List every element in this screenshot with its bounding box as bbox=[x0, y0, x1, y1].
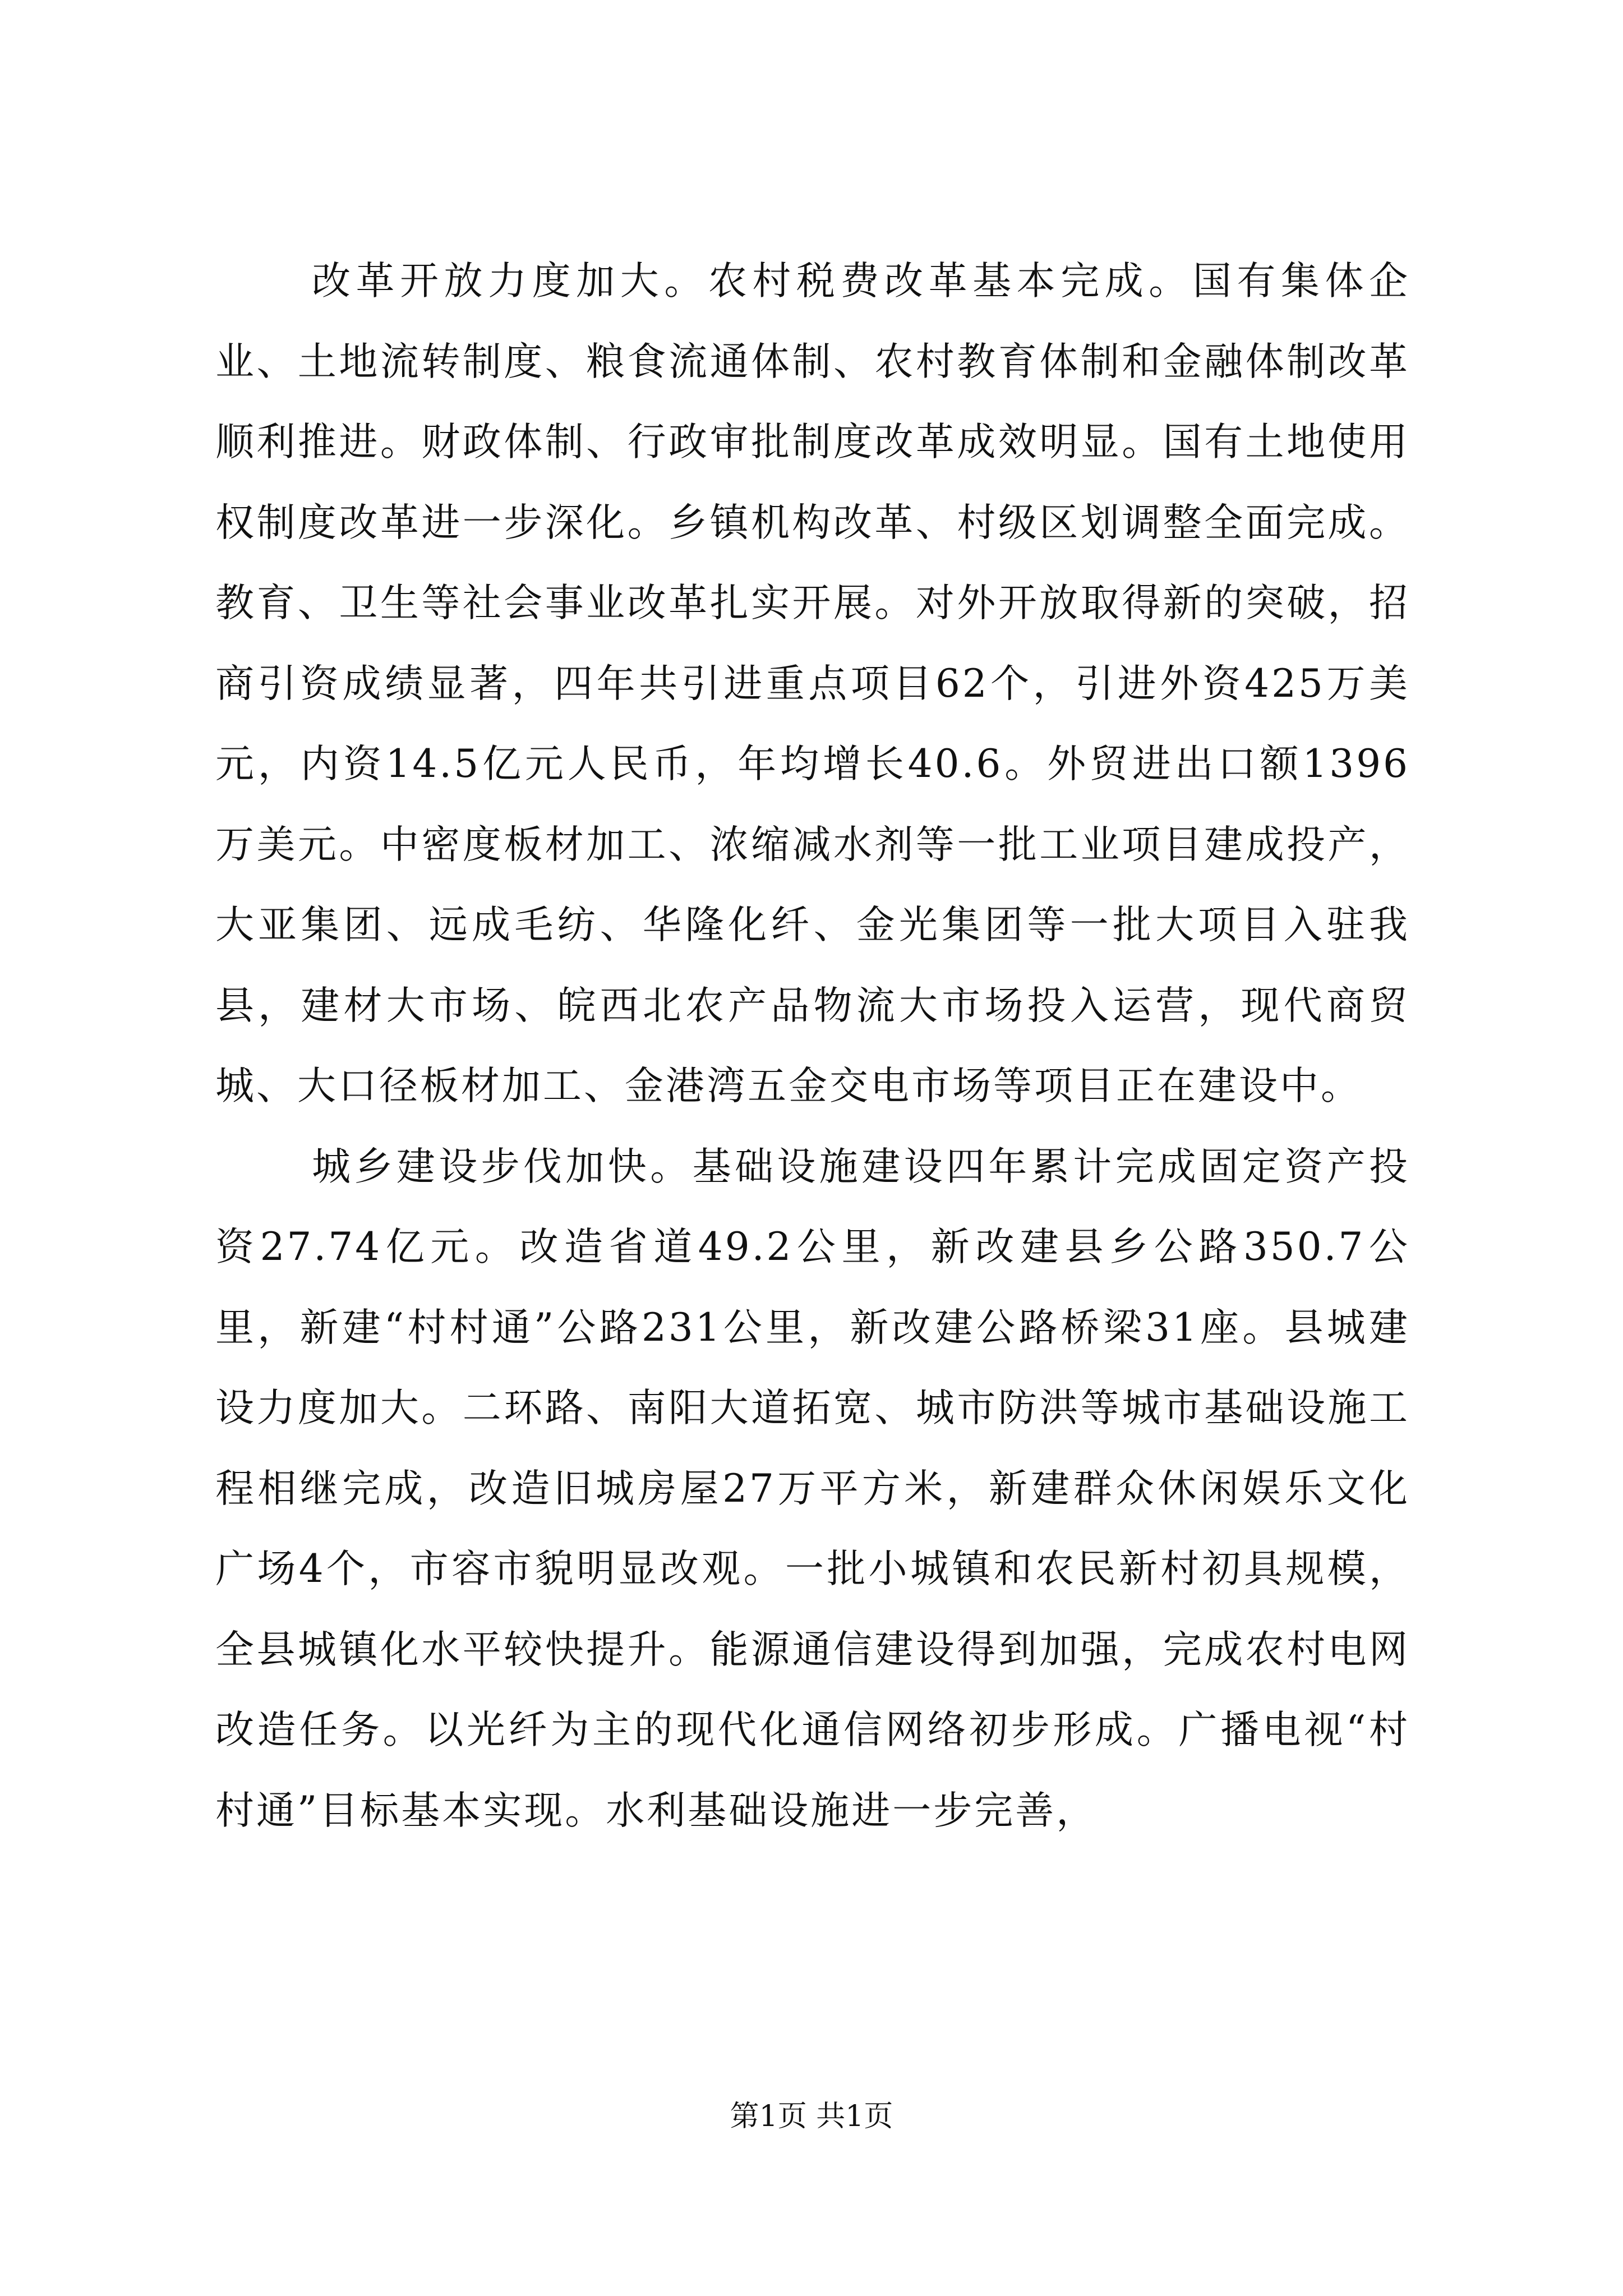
document-body bbox=[215, 241, 1410, 1851]
page-footer: 第1页 共1页 bbox=[730, 2100, 893, 2133]
paragraph-reform-opening: 改革开放力度加大。农村税费改革基本完成。国有集体企业、土地流转制度、粮食流通体制、农村教育体制和金融体制改革顺利推进。财政体制、行政审批制度改革成效明显。国有土地使用权制度改革进一步深化。乡镇机构改革、村级区划调整全面完成。教育、卫生等社会事业改革扎实开展。对外开放取得新的突破，招商引资成绩显著，四年共引进重点项目62个，引进外资425万美元，内资14.5亿元人民币，年均增长40.6。外贸进出口额1396万美元。中密度板材加工、浓缩减水剂等一批工业项目建成投产，大亚集团、远成毛纺、华隆化纤、金光集团等一批大项目入驻我县，建材大市场、皖西北农产品物流大市场投入运营，现代商贸城、大口径板材加工、金港湾五金交电市场等项目正在建设中。 bbox=[215, 259, 1410, 1108]
paragraph-urban-rural-construction: 城乡建设步伐加快。基础设施建设四年累计完成固定资产投资27.74亿元。改造省道49.2公里，新改建县乡公路350.7公里，新建“村村通”公路231公里，新改建公路桥梁31座。县城建设力度加大。二环路、南阳大道拓宽、城市防洪等城市基础设施工程相继完成，改造旧城房屋27万平方米，新建群众休闲娱乐文化广场4个，市容市貌明显改观。一批小城镇和农民新村初具规模，全县城镇化水平较快提升。能源通信建设得到加强，完成农村电网改造任务。以光纤为主的现代化通信网络初步形成。广播电视“村村通”目标基本实现。水利基础设施进一步完善， bbox=[215, 1144, 1410, 1833]
